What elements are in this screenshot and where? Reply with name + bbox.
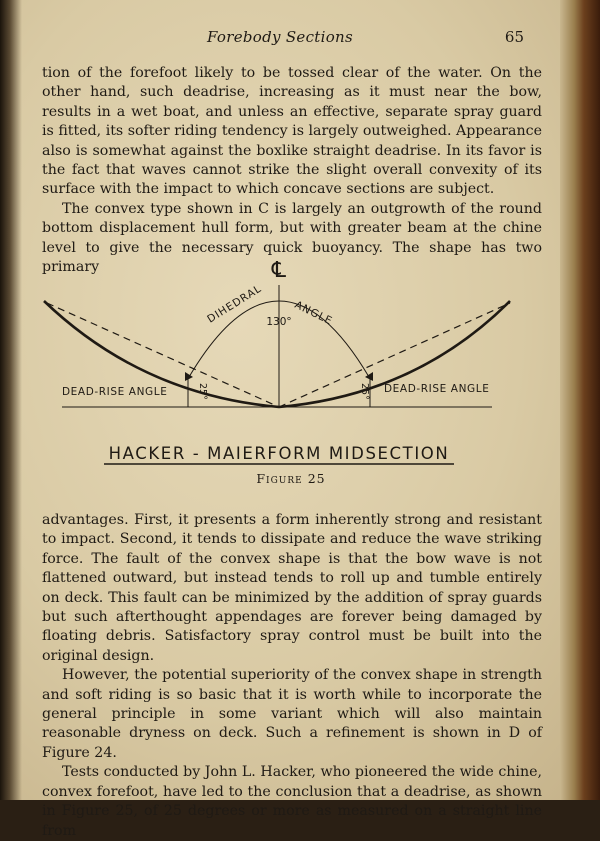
- arc-arrow-right: [365, 372, 373, 381]
- page-number: 65: [504, 28, 524, 46]
- body-text-top: [42, 64, 542, 277]
- body-text-bottom: [42, 511, 542, 841]
- deadrise-left-label: DEAD-RISE ANGLE: [62, 386, 168, 398]
- arc-arrow-left: [185, 372, 193, 381]
- deadrise-right-label: DEAD-RISE ANGLE: [384, 383, 490, 395]
- deadrise-right-value: 25°: [359, 383, 370, 400]
- dihedral-value: 130°: [266, 316, 292, 328]
- deadrise-left-value: 25°: [197, 383, 208, 400]
- paragraph: The convex type shown in C is largely an outgrowth of the round bottom displacement hull form, but with greater beam at the chine level to give the necessary quick buoyancy. The shape has two primary: [42, 200, 542, 276]
- paragraph-continued: advantages. First, it presents a form inherently strong and resistant to impact. Second, it tends to dissipate and reduce the wave striking force. The fault of the convex shape is that the bow wave is not flattened outward, but instead tends to roll up and tumble entirely on deck. This fault can be minimized by the addition of spray guards but such afterthought appendages are forever being damaged by floating debris. Satisfactory spray control must be built into the original design.: [42, 512, 542, 664]
- figure-caption: Figure 25: [256, 471, 326, 486]
- book-page-edges: [560, 0, 600, 800]
- figure-25: [22, 255, 560, 495]
- midsection-diagram: [22, 255, 560, 470]
- dihedral-label: DIHEDRAL: [205, 282, 264, 326]
- book-page: [22, 0, 560, 839]
- paragraph: However, the potential superiority of the convex shape in strength and soft riding is so basic that it is worth while to incorporate the general principle in some variant which will also maintain reasonable dryness on deck. Such a refinement is shown in D of Figure 24.: [42, 667, 542, 761]
- book-spine-shadow: [0, 0, 22, 800]
- angle-label: ANGLE: [292, 298, 335, 328]
- paragraph-continued: tion of the forefoot likely to be tossed clear of the water. On the other hand, such deadrise, increasing as it must near the bow, results in a wet boat, and unless an effective, separate spray guard is fitted, its softer riding tendency is largely outweighed. Appearance also is somewhat against the boxlike straight deadrise. In its favor is the fact that waves cannot strike the slight overall convexity of its surface with the impact to which concave sections are subject.: [42, 65, 542, 198]
- paragraph: Tests conducted by John L. Hacker, who pioneered the wide chine, convex forefoot, have led to the conclusion that a deadrise, as shown in Figure 25, of 25 degrees or more as measured on a straight line from: [42, 764, 542, 839]
- running-title: Forebody Sections: [207, 28, 354, 46]
- running-head: [22, 28, 560, 48]
- figure-title: HACKER - MAIERFORM MIDSECTION: [108, 444, 450, 463]
- centerline-symbol: ℄: [271, 258, 287, 283]
